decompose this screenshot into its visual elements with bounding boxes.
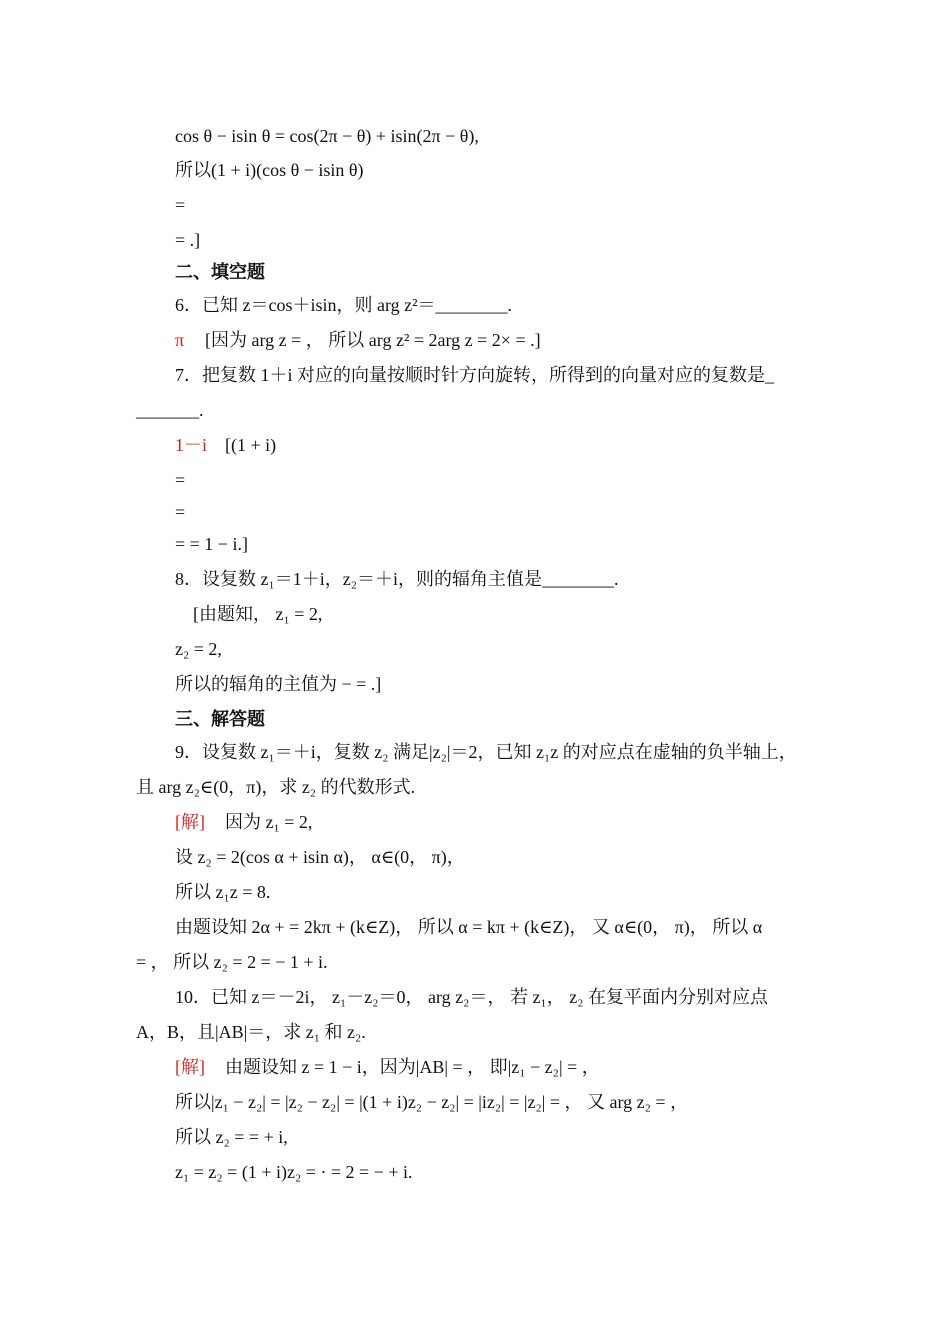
answer-6	[0, 328, 950, 352]
question-text: 9．设复数 z₁＝＋i，复数 z₂ 满足|z₂|＝2，已知 z₁z 的对应点在虚轴的负半轴上，	[175, 742, 797, 762]
question-7	[0, 363, 950, 387]
line-text: z₂ = 2,	[175, 639, 222, 659]
question-text: 6．已知 z＝cos＋isin，则 arg z²＝________.	[175, 295, 513, 315]
question-9	[0, 740, 950, 764]
answer-explanation: [由题知， z₁ = 2,	[193, 604, 323, 624]
text-line	[0, 500, 950, 524]
solution-tag: [解]	[175, 812, 205, 832]
text-line	[0, 950, 950, 974]
line-text: cos θ − isin θ = cos(2π − θ) + isin(2π − θ),	[175, 126, 479, 146]
question-6	[0, 293, 950, 317]
text-line	[0, 845, 950, 869]
text-line	[0, 637, 950, 661]
solution-text: 由题设知 z = 1 − i，因为|AB| = ， 即|z₁ − z₂| = ，	[225, 1057, 600, 1077]
question-text: A，B，且|AB|＝，求 z₁ 和 z₂.	[136, 1022, 366, 1042]
text-line	[0, 1160, 950, 1184]
solution-9	[0, 810, 950, 834]
line-text: 由题设知 2α + = 2kπ + (k∈Z)， 所以 α = kπ + (k∈Z)， 又 α∈(0， π)， 所以 α	[175, 917, 763, 937]
line-text: 所以 z₂ = = + i,	[175, 1127, 288, 1147]
text-line	[0, 672, 950, 696]
text-line	[0, 880, 950, 904]
question-text: _______.	[136, 400, 204, 420]
question-text: 10．已知 z＝－2i， z₁－z₂＝0， arg z₂＝， 若 z₁， z₂ 在复平面内分别对应点	[175, 987, 768, 1007]
text-line	[0, 158, 950, 182]
text-line	[0, 915, 950, 939]
line-text: = ， 所以 z₂ = 2 = − 1 + i.	[136, 952, 328, 972]
section-heading	[0, 707, 950, 731]
answer-value: π	[175, 330, 185, 350]
text-line	[0, 1125, 950, 1149]
line-text: 所以(1 + i)(cos θ − isin θ)	[175, 160, 364, 180]
text-line	[0, 468, 950, 492]
line-text: 所以的辐角的主值为 − = .]	[175, 674, 382, 694]
answer-value: 1－i	[175, 435, 208, 455]
heading-text: 二、填空题	[175, 262, 265, 282]
line-text: 所以|z₁ − z₂| = |z₂ − z₂| = |(1 + i)z₂ − z₂| = |iz₂| = |z₂| = ， 又 arg z₂ = ，	[175, 1092, 689, 1112]
question-9-continued	[0, 775, 950, 799]
text-line	[0, 532, 950, 556]
line-text: z₁ = z₂ = (1 + i)z₂ = · = 2 = − + i.	[175, 1162, 413, 1182]
solution-10	[0, 1055, 950, 1079]
answer-8	[0, 602, 950, 626]
text-line	[0, 193, 950, 217]
question-text: 7．把复数 1＋i 对应的向量按顺时针方向旋转，所得到的向量对应的复数是_	[175, 365, 774, 385]
question-10	[0, 985, 950, 1009]
question-8	[0, 567, 950, 591]
line-text: 所以 z₁z = 8.	[175, 882, 271, 902]
solution-text: 因为 z₁ = 2,	[225, 812, 313, 832]
line-text: =	[175, 502, 186, 522]
question-text: 8．设复数 z₁＝1＋i，z₂＝＋i，则的辐角主值是________.	[175, 569, 619, 589]
heading-text: 三、解答题	[175, 709, 265, 729]
line-text: =	[175, 195, 186, 215]
text-line	[0, 1090, 950, 1114]
question-10-continued	[0, 1020, 950, 1044]
question-7-continued	[0, 398, 950, 422]
answer-7	[0, 433, 950, 457]
question-text: 且 arg z₂∈(0，π)，求 z₂ 的代数形式.	[136, 777, 416, 797]
answer-explanation: [(1 + i)	[225, 435, 277, 455]
text-line	[0, 124, 950, 148]
section-heading	[0, 260, 950, 284]
solution-tag: [解]	[175, 1057, 205, 1077]
line-text: =	[175, 470, 186, 490]
line-text: = .]	[175, 230, 201, 250]
line-text: = = 1 − i.]	[175, 534, 248, 554]
text-line	[0, 228, 950, 252]
line-text: 设 z₂ = 2(cos α + isin α)， α∈(0， π)，	[175, 847, 465, 867]
answer-explanation: [因为 arg z = ， 所以 arg z² = 2arg z = 2× = .]	[205, 330, 541, 350]
